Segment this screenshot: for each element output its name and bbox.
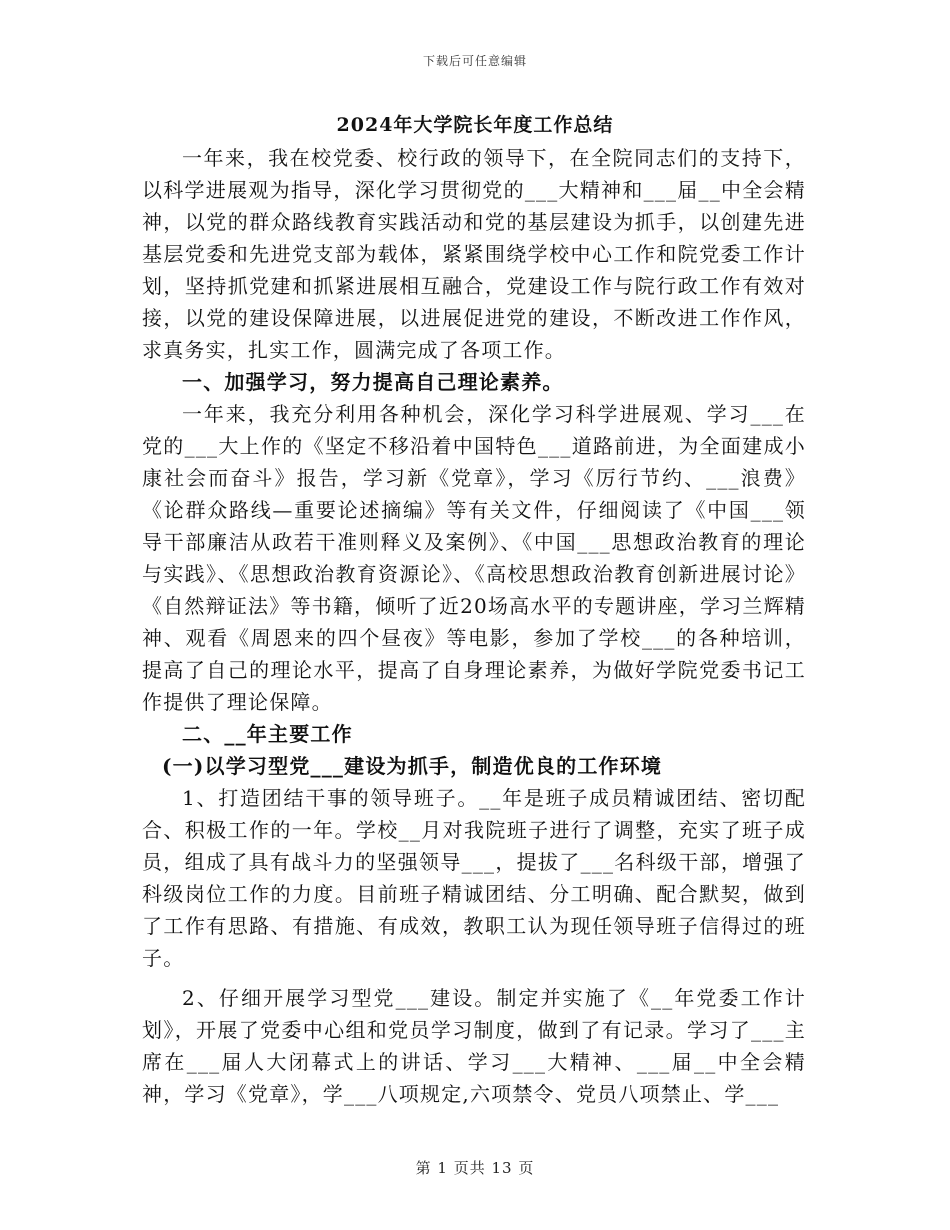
document-body (142, 142, 806, 1110)
page-title: 2024年大学院长年度工作总结 (336, 114, 614, 136)
header-note: 下载后可任意编辑 (422, 54, 527, 68)
subsection-heading-1: (一)以学习型党___建设为抓手，制造优良的工作环境 (162, 754, 663, 778)
section-heading-2: 二、__年主要工作 (182, 722, 353, 746)
paragraph-learning-party: 2、仔细开展学习型党___建设。制定并实施了《__年党委工作计划》，开展了党委中心组和党员学习制度，做到了有记录。学习了___主席在___届人大闭幕式上的讲话、学习___大精神、___届__中全会精神，学习《党章》，学___八项规定,六项禁令、党员八项禁止、学___ (142, 986, 806, 1106)
paragraph-leadership: 1、打造团结干事的领导班子。__年是班子成员精诚团结、密切配合、积极工作的一年。学校__月对我院班子进行了调整，充实了班子成员，组成了具有战斗力的坚强领导___，提拔了___名科级干部，增强了科级岗位工作的力度。目前班子精诚团结、分工明确、配合默契，做到了工作有思路、有措施、有成效，教职工认为现任领导班子信得过的班子。 (142, 786, 806, 970)
page-number: 第 1 页共 13 页 (415, 1159, 535, 1177)
paragraph-intro: 一年来，我在校党委、校行政的领导下，在全院同志们的支持下，以科学进展观为指导，深化学习贯彻党的___大精神和___届__中全会精神，以党的群众路线教育实践活动和党的基层建设为抓手，以创建先进基层党委和先进党支部为载体，紧紧围绕学校中心工作和院党委工作计划，坚持抓党建和抓紧进展相互融合，党建设工作与院行政工作有效对接，以党的建设保障进展，以进展促进党的建设，不断改进工作作风，求真务实，扎实工作，圆满完成了各项工作。 (142, 146, 806, 362)
section-heading-1: 一、加强学习，努力提高自己理论素养。 (182, 370, 564, 394)
paragraph-study: 一年来，我充分利用各种机会，深化学习科学进展观、学习___在党的___大上作的《坚定不移沿着中国特色___道路前进，为全面建成小康社会而奋斗》报告，学习新《党章》，学习《厉行节约、___浪费》《论群众路线—重要论述摘编》等有关文件，仔细阅读了《中国___领导干部廉洁从政若干准则释义及案例》、《中国___思想政治教育的理论与实践》、《思想政治教育资源论》、《高校思想政治教育创新进展讨论》《自然辩证法》等书籍，倾听了近20场高水平的专题讲座，学习兰辉精神、观看《周恩来的四个昼夜》等电影，参加了学校___的各种培训，提高了自己的理论水平，提高了自身理论素养，为做好学院党委书记工作提供了理论保障。 (142, 402, 806, 714)
